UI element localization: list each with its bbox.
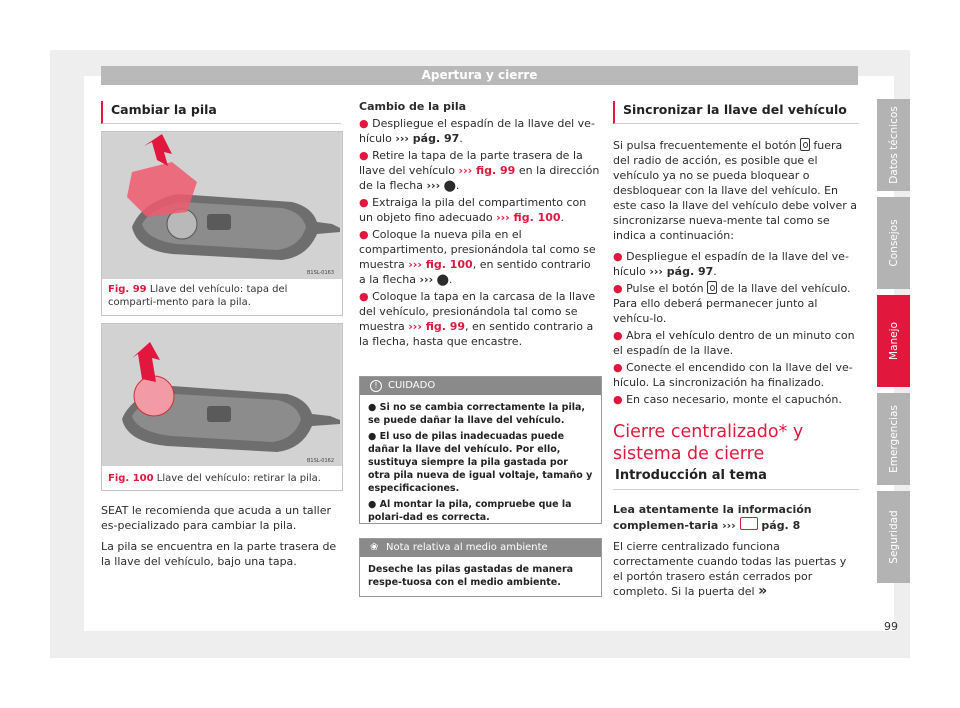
paragraph: El cierre centralizado funciona correctamente cuando todas las puertas y el portón trasero están cerrados por completo. Si la puerta del »: [613, 540, 847, 599]
right-column: [613, 101, 859, 605]
caution-body: [360, 395, 601, 533]
caution-item: ● Al montar la pila, compruebe que la polari-dad es correcta.: [368, 499, 572, 523]
key-illustration-2: [102, 324, 340, 466]
intro-note: Lea atentamente la información complemen-taria ››› pág. 8: [613, 503, 812, 532]
tab-manejo[interactable]: Manejo: [877, 295, 910, 387]
tab-seguridad[interactable]: Seguridad: [877, 491, 910, 583]
environment-note-body: Deseche las pilas gastadas de manera respe-tuosa con el medio ambiente.: [368, 564, 574, 588]
list-item: ● Abra el vehículo dentro de un minuto con el espadín de la llave.: [613, 329, 855, 357]
figure-code: B1SL-0162: [307, 458, 335, 464]
sub-heading: Introducción al tema: [613, 465, 859, 490]
unlock-button-icon: [707, 281, 717, 294]
list-item: ● Despliegue el espadín de la llave del ve-hículo ››› pág. 97.: [359, 117, 595, 145]
figure-99-label: Fig. 99: [108, 284, 147, 295]
tab-datos-tecnicos[interactable]: Datos técnicos: [877, 99, 910, 191]
caution-box: [359, 376, 602, 524]
tab-emergencias[interactable]: Emergencias: [877, 393, 910, 485]
paragraph: Si pulsa frecuentemente el botón fuera del radio de acción, es posible que el vehículo ya no se pueda bloquear o desbloquear con la llave del vehículo. En este caso la llave del vehículo debe volver a sincronizarse nueva-mente tal como se indica a continuación:: [613, 139, 857, 242]
list-item: ● En caso necesario, monte el capuchón.: [613, 393, 842, 406]
figure-100-label: Fig. 100: [108, 473, 154, 484]
unlock-button-icon: [800, 138, 810, 151]
key-battery-cover-image: [102, 132, 342, 279]
figure-99-text: Llave del vehículo: tapa del comparti-mento para la pila.: [108, 284, 288, 308]
paragraph: La pila se encuentra en la parte trasera de la llave del vehículo, bajo una tapa.: [101, 540, 337, 568]
figure-code: B1SL-0163: [307, 270, 335, 276]
figure-link[interactable]: ››› fig. 99: [458, 164, 516, 177]
procedure-heading: Cambio de la pila: [359, 100, 467, 113]
caution-header: ! CUIDADO: [360, 377, 601, 395]
page-link[interactable]: pág. 8: [761, 519, 801, 532]
caution-icon: !: [370, 380, 382, 392]
list-item: ● Extraiga la pila del compartimento con un objeto fino adecuado ››› fig. 100.: [359, 196, 587, 224]
warning-circle-icon: ⬤: [436, 273, 449, 286]
figure-100-caption: [108, 472, 336, 485]
section-title-battery: Cambiar la pila: [101, 101, 341, 124]
middle-column: [359, 99, 600, 351]
leaf-icon: ❀: [370, 542, 379, 553]
left-column: [101, 101, 341, 124]
list-item: ● Pulse el botón de la llave del vehículo. Para ello deberá permanecer junto al vehícu-lo.: [613, 282, 851, 325]
caution-item: ● Si no se cambia correctamente la pila, se puede dañar la llave del vehículo.: [368, 402, 585, 426]
section-title-sync: Sincronizar la llave del vehículo: [613, 101, 859, 124]
left-body-text: [101, 503, 341, 575]
environment-note-header: ❀ Nota relativa al medio ambiente: [360, 539, 601, 557]
chapter-heading: Cierre centralizado* y sistema de cierre: [613, 422, 804, 464]
figure-100: [101, 323, 343, 491]
continue-mark: »: [758, 583, 768, 599]
environment-note-box: [359, 538, 602, 597]
figure-100-text: Llave del vehículo: retirar la pila.: [156, 473, 321, 484]
running-header: Apertura y cierre: [101, 66, 858, 85]
figure-link[interactable]: ››› fig. 100: [408, 258, 473, 271]
list-item: ● Coloque la tapa en la carcasa de la llave del vehículo, presionándola tal como se muestra ››› fig. 99, en sentido contrario a la flecha, hasta que encastre.: [359, 290, 596, 348]
key-battery-removal-image: [102, 324, 342, 466]
figure-99-caption: [108, 283, 336, 309]
page-number: 99: [884, 620, 898, 633]
list-item: ● Despliegue el espadín de la llave del ve-hículo ››› pág. 97.: [613, 250, 849, 278]
figure-link[interactable]: ››› fig. 100: [496, 211, 561, 224]
list-item: ● Coloque la nueva pila en el compartimento, presionándola tal como se muestra ››› fig. 100, en sentido contrario a la flecha ››› ⬤.: [359, 228, 596, 286]
paragraph: SEAT le recomienda que acuda a un taller es-pecializado para cambiar la pila.: [101, 504, 332, 532]
warning-circle-icon: ⬤: [443, 179, 456, 192]
list-item: ● Conecte el encendido con la llave del ve-hículo. La sincronización ha finalizado.: [613, 361, 853, 389]
figure-99: [101, 131, 343, 316]
tab-consejos[interactable]: Consejos: [877, 197, 910, 289]
key-illustration-1: [102, 132, 340, 279]
caution-item: ● El uso de pilas inadecuadas puede dañar la llave del vehículo. Por ello, sustituya siempre la pila gastada por otra pila nueva de igual voltaje, tamaño y especificaciones.: [368, 431, 593, 494]
list-item: ● Retire la tapa de la parte trasera de la llave del vehículo ››› fig. 99 en la dirección de la flecha ››› ⬤.: [359, 149, 600, 192]
figure-link[interactable]: ››› fig. 99: [408, 320, 466, 333]
book-icon: [740, 517, 758, 530]
